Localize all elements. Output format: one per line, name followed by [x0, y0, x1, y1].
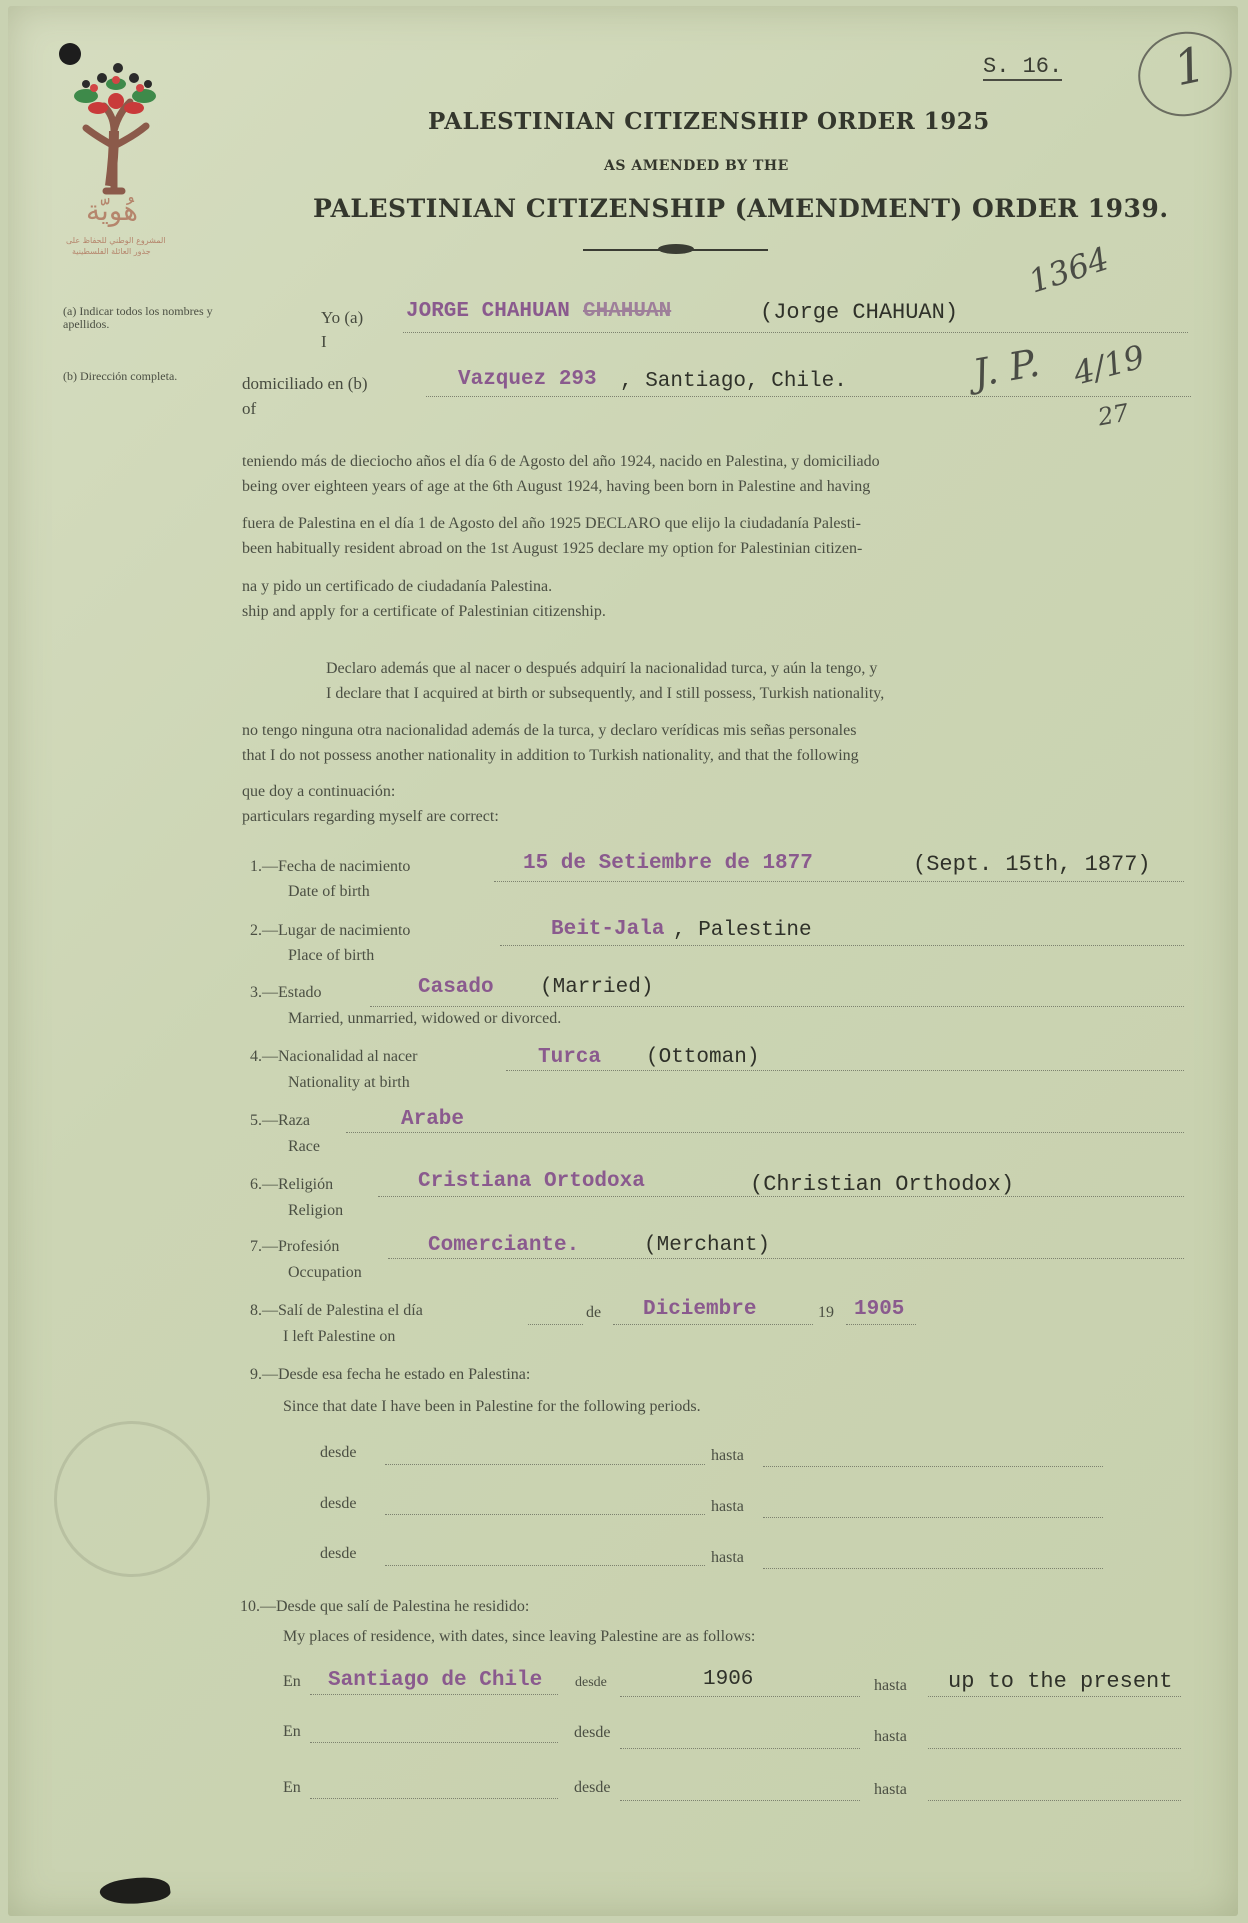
- field5-line: [346, 1132, 1184, 1133]
- field4-label-en: Nationality at birth: [288, 1074, 410, 1091]
- header-subtitle: AS AMENDED BY THE: [604, 158, 789, 174]
- field2-label-en: Place of birth: [288, 947, 375, 964]
- declarant-name-paren: (Jorge CHAHUAN): [760, 300, 959, 325]
- s9-row1-desde: desde: [320, 1444, 357, 1461]
- form-code: S. 16.: [983, 54, 1063, 79]
- field3-label-en: Married, unmarried, widowed or divorced.: [288, 1010, 562, 1027]
- decl-line2-es: fuera de Palestina en el día 1 de Agosto del año 1925 DECLARO que elijo la ciudadanía Palesti-: [242, 515, 861, 532]
- field1-line: [494, 881, 1184, 882]
- s10-row3-desde: desde: [574, 1779, 611, 1796]
- s10-row2-en: En: [283, 1723, 301, 1740]
- decl-line2-en: been habitually resident abroad on the 1st August 1925 declare my option for Palestinian citizen-: [242, 540, 863, 557]
- corner-tear-mark: [99, 1873, 172, 1908]
- s9-row2-desde-line: [385, 1514, 705, 1515]
- address-street: Vazquez 293: [458, 368, 597, 391]
- field6-label-en: Religion: [288, 1202, 344, 1219]
- section9-label-en: Since that date I have been in Palestine for the following periods.: [283, 1398, 701, 1415]
- field5-label-en: Race: [288, 1138, 320, 1155]
- field8-label-19: 19: [818, 1304, 834, 1321]
- field4-value: Turca: [538, 1046, 602, 1069]
- logo-arabic-title: هُويّة: [86, 194, 139, 227]
- field6-value-2: (Christian Orthodox): [750, 1172, 1015, 1197]
- tree-logo-icon: [56, 36, 176, 196]
- s10-row1-desde: desde: [575, 1675, 607, 1690]
- decl-line1-es: teniendo más de dieciocho años el día 6 de Agosto del año 1924, nacido en Palestina, y domiciliado: [242, 453, 880, 470]
- nat-line2-en: that I do not possess another nationality in addition to Turkish nationality, and that the following: [242, 747, 859, 764]
- field8-line-day: [528, 1324, 583, 1325]
- nat-line1-en: I declare that I acquired at birth or subsequently, and I still possess, Turkish nationality,: [326, 685, 885, 702]
- s10-row1-en: En: [283, 1673, 301, 1690]
- s9-row2-hasta-line: [763, 1517, 1103, 1518]
- s10-row3-from-line: [620, 1800, 860, 1801]
- nat-line2-es: no tengo ninguna otra nacionalidad además de la turca, y declaro verídicas mis señas personales: [242, 722, 857, 739]
- s10-row2-to-line: [928, 1748, 1181, 1749]
- faded-stamp-left: [54, 1421, 210, 1577]
- field2-value-2: , Palestine: [673, 919, 812, 942]
- field2-label-es: 2.—Lugar de nacimiento: [250, 922, 411, 939]
- logo-arabic-caption-2: جذور العائلة الفلسطينية: [72, 247, 151, 256]
- section9-label-es: 9.—Desde esa fecha he estado en Palestina:: [250, 1366, 531, 1383]
- name-line: [403, 332, 1188, 333]
- pencil-annotation-4: 27: [1095, 398, 1131, 432]
- header-title: PALESTINIAN CITIZENSHIP ORDER 1925: [428, 108, 990, 135]
- i-label: I: [321, 332, 327, 351]
- field3-value: Casado: [418, 976, 494, 999]
- decl-line1-en: being over eighteen years of age at the 6th August 1924, having been born in Palestine and having: [242, 478, 871, 495]
- section10-label-en: My places of residence, with dates, since leaving Palestine are as follows:: [283, 1628, 756, 1645]
- handwritten-number: 1: [1169, 36, 1211, 98]
- domicile-label-es: domiciliado en (b): [242, 374, 368, 393]
- s10-row3-place-line: [310, 1798, 558, 1799]
- header-ornament-diamond: [658, 244, 694, 254]
- field8-year: 1905: [854, 1298, 905, 1321]
- declarant-name-struck: CHAHUAN: [583, 300, 672, 323]
- yo-label: Yo (a): [321, 308, 364, 327]
- s9-row3-hasta: hasta: [711, 1549, 744, 1566]
- declarant-name: JORGE CHAHUAN: [406, 300, 570, 323]
- field8-label-en: I left Palestine on: [283, 1328, 396, 1345]
- s10-row1-place: Santiago de Chile: [328, 1669, 543, 1692]
- field8-label-de: de: [586, 1304, 602, 1321]
- field2-line: [500, 945, 1184, 946]
- field1-value: 15 de Setiembre de 1877: [523, 852, 813, 875]
- field3-label-es: 3.—Estado: [250, 984, 322, 1001]
- s10-row2-desde: desde: [574, 1724, 611, 1741]
- field5-label-es: 5.—Raza: [250, 1112, 310, 1129]
- decl-line3-es: na y pido un certificado de ciudadanía Palestina.: [242, 578, 553, 595]
- margin-note-b: (b) Dirección completa.: [63, 369, 178, 383]
- s9-row3-desde-line: [385, 1565, 705, 1566]
- field4-label-es: 4.—Nacionalidad al nacer: [250, 1048, 418, 1065]
- nat-line1-es: Declaro además que al nacer o después adquirí la nacionalidad turca, y aún la tengo, y: [326, 660, 878, 677]
- field3-line: [370, 1006, 1184, 1007]
- field1-value-2: (Sept. 15th, 1877): [913, 852, 1151, 877]
- field8-label-es: 8.—Salí de Palestina el día: [250, 1302, 423, 1319]
- nat-line3-es: que doy a continuación:: [242, 783, 396, 800]
- field3-value-2: (Married): [540, 976, 654, 999]
- domicile-line: [426, 396, 1191, 397]
- s10-row1-hasta: hasta: [874, 1677, 907, 1694]
- tree-family-logo: [56, 36, 176, 261]
- pencil-annotation-1: 1364: [1024, 239, 1114, 301]
- field7-label-en: Occupation: [288, 1264, 362, 1281]
- address-city: , Santiago, Chile.: [620, 370, 847, 393]
- s10-row1-to: up to the present: [948, 1669, 1173, 1694]
- s9-row2-hasta: hasta: [711, 1498, 744, 1515]
- s10-row3-hasta: hasta: [874, 1781, 907, 1798]
- s9-row3-hasta-line: [763, 1568, 1103, 1569]
- field6-label-es: 6.—Religión: [250, 1176, 334, 1193]
- field7-label-es: 7.—Profesión: [250, 1238, 340, 1255]
- s10-row1-from-line: [620, 1696, 860, 1697]
- decl-line3-en: ship and apply for a certificate of Palestinian citizenship.: [242, 603, 606, 620]
- field6-value: Cristiana Ortodoxa: [418, 1170, 645, 1193]
- s9-row1-hasta: hasta: [711, 1447, 744, 1464]
- field8-month: Diciembre: [643, 1298, 757, 1321]
- margin-note-a: (a) Indicar todos los nombres y apellidos.: [63, 304, 213, 331]
- field7-line: [388, 1258, 1184, 1259]
- s10-row3-en: En: [283, 1779, 301, 1796]
- field4-line: [506, 1070, 1184, 1071]
- pencil-annotation-3: 4/19: [1069, 337, 1149, 393]
- s9-row2-desde: desde: [320, 1495, 357, 1512]
- s10-row2-hasta: hasta: [874, 1728, 907, 1745]
- field1-label-es: 1.—Fecha de nacimiento: [250, 858, 411, 875]
- s10-row1-from: 1906: [703, 1668, 754, 1691]
- s9-row1-desde-line: [385, 1464, 705, 1465]
- document-page: [8, 6, 1238, 1916]
- field8-line-month: [613, 1324, 813, 1325]
- s9-row1-hasta-line: [763, 1466, 1103, 1467]
- field4-value-2: (Ottoman): [646, 1046, 760, 1069]
- field7-value-2: (Merchant): [644, 1234, 771, 1257]
- header-title-2: PALESTINIAN CITIZENSHIP (AMENDMENT) ORDER 1939.: [313, 194, 1169, 223]
- s10-row1-to-line: [928, 1696, 1181, 1697]
- field7-value: Comerciante.: [428, 1234, 580, 1257]
- field2-value: Beit-Jala: [551, 918, 665, 941]
- s10-row2-from-line: [620, 1748, 860, 1749]
- s10-row3-to-line: [928, 1800, 1181, 1801]
- domicile-label-en: of: [242, 399, 257, 418]
- field8-line-year: [846, 1324, 916, 1325]
- s10-row2-place-line: [310, 1742, 558, 1743]
- field1-label-en: Date of birth: [288, 883, 370, 900]
- nat-line3-en: particulars regarding myself are correct:: [242, 808, 499, 825]
- s10-row1-place-line: [310, 1694, 558, 1695]
- logo-arabic-caption-1: المشروع الوطني للحفاظ على: [66, 236, 166, 245]
- handwritten-circled-number: [1130, 23, 1239, 125]
- section10-label-es: 10.—Desde que salí de Palestina he residido:: [240, 1598, 530, 1615]
- s9-row3-desde: desde: [320, 1545, 357, 1562]
- field5-value: Arabe: [401, 1108, 465, 1131]
- pencil-annotation-2: J. P.: [969, 340, 1043, 396]
